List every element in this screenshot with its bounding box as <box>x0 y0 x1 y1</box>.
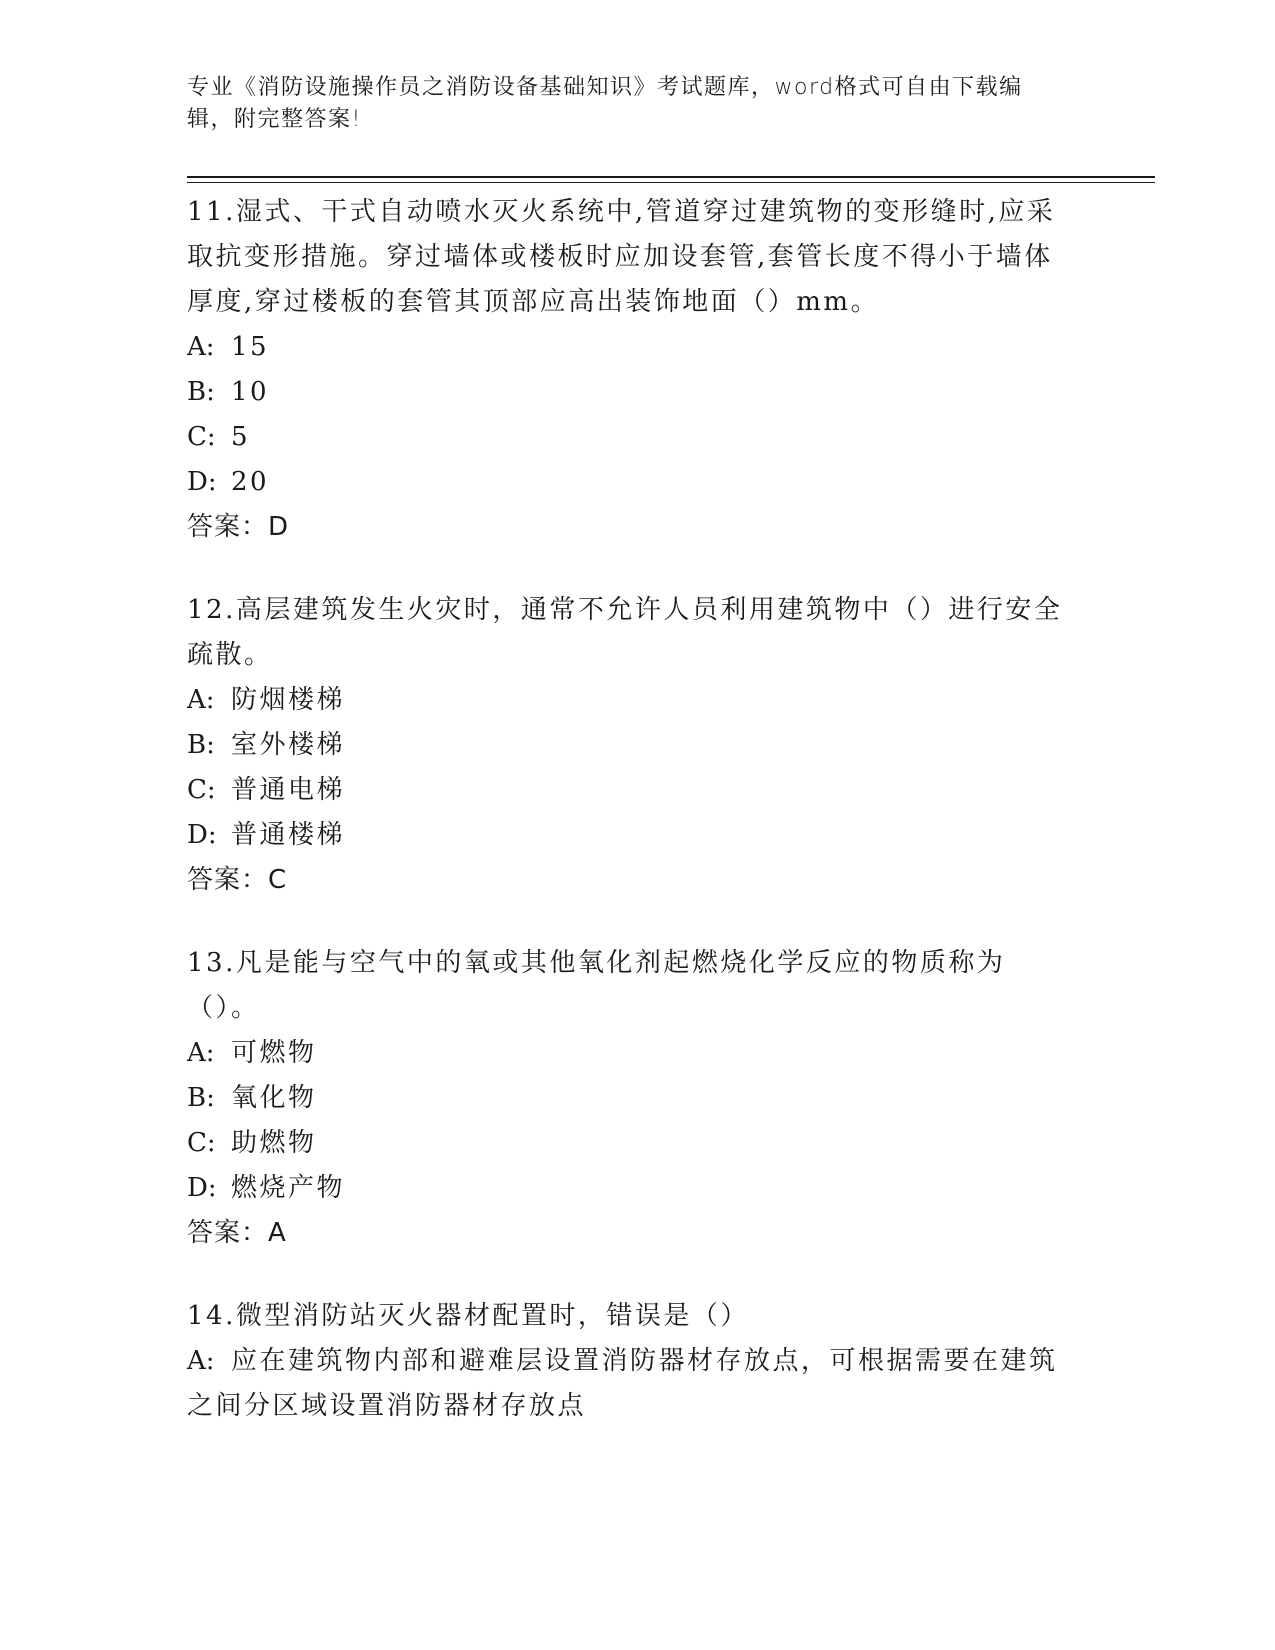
option-letter: B: <box>187 1083 215 1113</box>
option-letter: A: <box>187 1346 215 1376</box>
answer-line: 答案：D <box>187 512 290 542</box>
question-13 <box>187 941 1077 1256</box>
option-letter: B: <box>187 377 215 407</box>
option-d <box>187 1166 1077 1211</box>
option-letter: A: <box>187 685 215 715</box>
option-text: 燃烧产物 <box>231 1173 346 1203</box>
option-c <box>187 415 1077 460</box>
answer-line: 答案：A <box>187 1218 287 1248</box>
option-b <box>187 723 1077 768</box>
option-text: 室外楼梯 <box>231 730 346 760</box>
question-11 <box>187 190 1077 550</box>
question-stem: 13.凡是能与空气中的氧或其他氧化剂起燃烧化学反应的物质称为（）。 <box>187 948 1006 1023</box>
question-stem: 11.湿式、干式自动喷水灭火系统中,管道穿过建筑物的变形缝时,应采取抗变形措施。穿过墙体或楼板时应加设套管,套管长度不得小于墙体厚度,穿过楼板的套管其顶部应高出装饰地面（）mm。 <box>187 197 1056 317</box>
answer-line: 答案：C <box>187 865 288 895</box>
option-letter: A: <box>187 332 215 362</box>
option-b <box>187 1076 1077 1121</box>
question-list <box>187 190 1077 1467</box>
option-letter: D: <box>187 1173 217 1203</box>
question-12 <box>187 588 1077 903</box>
option-text: 防烟楼梯 <box>231 685 346 715</box>
option-text: 应在建筑物内部和避难层设置消防器材存放点，可根据需要在建筑之间分区域设置消防器材存放点 <box>187 1346 1058 1421</box>
option-a <box>187 1031 1077 1076</box>
option-text: 15 <box>231 332 270 362</box>
question-14 <box>187 1294 1077 1429</box>
option-c <box>187 1121 1077 1166</box>
option-text: 20 <box>231 467 270 497</box>
option-letter: C: <box>187 775 216 805</box>
option-text: 普通楼梯 <box>231 820 346 850</box>
option-letter: D: <box>187 820 217 850</box>
option-text: 5 <box>231 422 251 452</box>
option-a <box>187 678 1077 723</box>
option-text: 可燃物 <box>231 1038 317 1068</box>
option-a <box>187 1339 1077 1429</box>
option-text: 氧化物 <box>231 1083 317 1113</box>
option-text: 10 <box>231 377 270 407</box>
option-letter: C: <box>187 422 216 452</box>
option-letter: D: <box>187 467 217 497</box>
document-intro: 专业《消防设施操作员之消防设备基础知识》考试题库，word格式可自由下载编辑，附完整答案! <box>187 75 1023 132</box>
option-text: 普通电梯 <box>231 775 346 805</box>
question-stem: 14.微型消防站灭火器材配置时，错误是（） <box>187 1301 749 1331</box>
option-letter: B: <box>187 730 215 760</box>
header-divider-thin <box>187 182 1155 183</box>
header-divider-thick <box>187 176 1155 178</box>
option-b <box>187 370 1077 415</box>
question-stem: 12.高层建筑发生火灾时，通常不允许人员利用建筑物中（）进行安全疏散。 <box>187 595 1063 670</box>
option-text: 助燃物 <box>231 1128 317 1158</box>
option-c <box>187 768 1077 813</box>
option-d <box>187 460 1077 505</box>
option-letter: A: <box>187 1038 215 1068</box>
option-d <box>187 813 1077 858</box>
option-letter: C: <box>187 1128 216 1158</box>
option-a <box>187 325 1077 370</box>
